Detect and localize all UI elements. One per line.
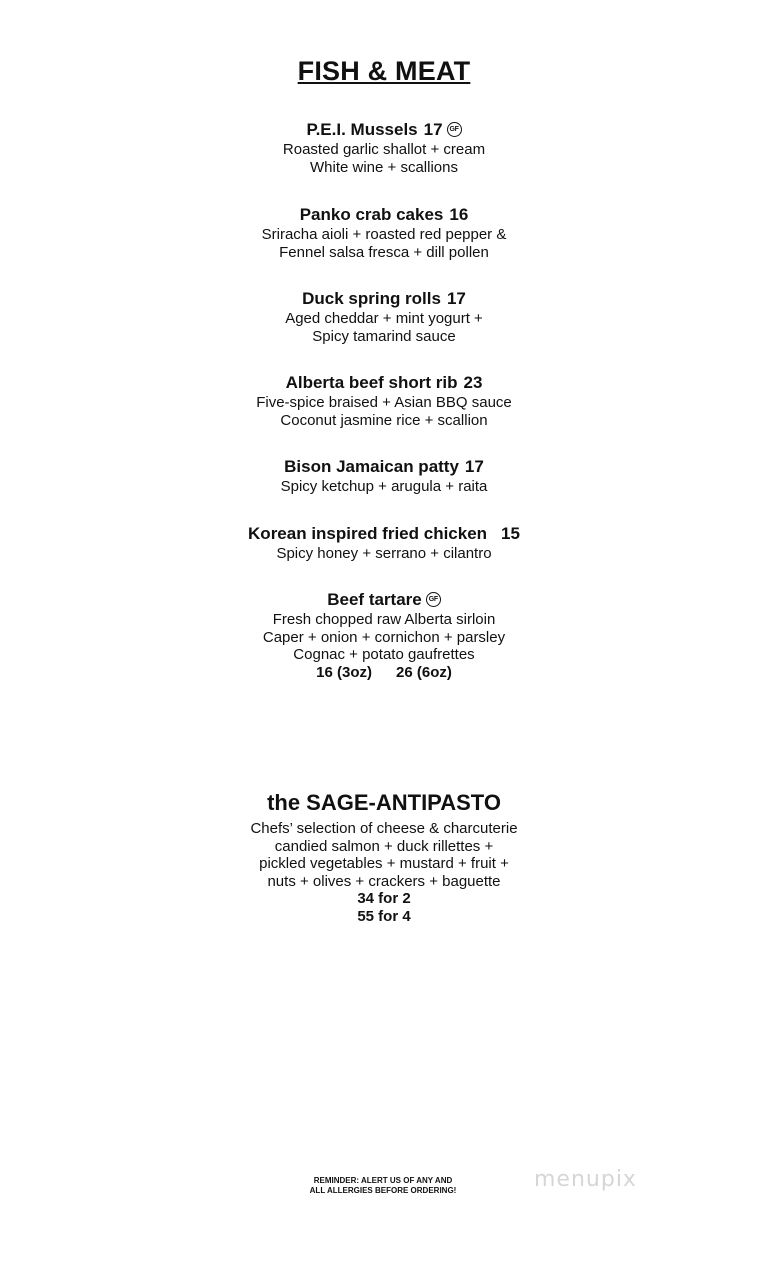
menu-item-crab-cakes	[0, 204, 768, 261]
item-description-line: Spicy tamarind sauce	[312, 327, 456, 345]
menu-item-short-rib	[0, 372, 768, 429]
section-title: FISH & MEAT	[297, 56, 471, 86]
item-description-line: Spicy honey + serrano + cilantro	[276, 545, 492, 562]
antipasto-line: Chefs’ selection of cheese & charcuterie	[250, 820, 518, 837]
menu-item-mussels	[0, 119, 768, 176]
item-description-line: Cognac + potato gaufrettes	[293, 646, 475, 664]
item-price: 16	[449, 205, 469, 224]
antipasto-title: the SAGE-ANTIPASTO	[267, 790, 501, 815]
reminder-line: ALL ALLERGIES BEFORE ORDERING!	[309, 1186, 457, 1195]
antipasto-description	[0, 820, 768, 926]
item-name: Beef tartare	[327, 590, 422, 609]
watermark-logo: menupix	[534, 1167, 637, 1192]
item-price: 23	[463, 373, 483, 392]
menu-item-beef-tartare	[0, 589, 768, 682]
item-description-line: Caper + onion + cornichon + parsley	[262, 628, 506, 646]
item-name: Alberta beef short rib	[285, 373, 458, 392]
size-price-6oz: 26 (6oz)	[396, 663, 452, 681]
antipasto-line: candied salmon + duck rillettes +	[274, 837, 494, 855]
menu-item-duck-spring-rolls	[0, 288, 768, 345]
item-name: Panko crab cakes	[299, 205, 444, 224]
item-description-line: Sriracha aioli + roasted red pepper &	[261, 226, 507, 243]
item-price: 15	[501, 524, 520, 543]
item-price: 17	[423, 120, 443, 139]
allergy-reminder	[290, 1176, 476, 1196]
item-sizes	[0, 664, 768, 682]
antipasto-price-4: 55 for 4	[357, 907, 411, 925]
item-name: Bison Jamaican patty	[284, 457, 459, 476]
item-description-line: Fennel salsa fresca + dill pollen	[279, 243, 489, 261]
item-description-line: Aged cheddar + mint yogurt +	[285, 310, 483, 327]
gluten-free-icon: GF	[426, 592, 441, 607]
item-description-line: Spicy ketchup + arugula + raita	[280, 478, 488, 495]
size-price-3oz: 16 (3oz)	[316, 663, 372, 681]
antipasto-line: nuts + olives + crackers + baguette	[267, 872, 501, 890]
gluten-free-icon: GF	[447, 122, 462, 137]
item-description-line: Five-spice braised + Asian BBQ sauce	[256, 394, 512, 411]
menu-item-fried-chicken	[0, 523, 768, 563]
item-name: P.E.I. Mussels	[306, 120, 418, 139]
item-description-line: White wine + scallions	[310, 158, 458, 176]
antipasto-price-2: 34 for 2	[357, 890, 411, 908]
item-description-line: Fresh chopped raw Alberta sirloin	[272, 611, 496, 628]
item-price: 17	[446, 289, 466, 308]
item-name: Korean inspired fried chicken	[248, 524, 488, 543]
item-price: 17	[464, 457, 484, 476]
item-name: Duck spring rolls	[302, 289, 441, 308]
reminder-line: REMINDER: ALERT US OF ANY AND	[313, 1176, 453, 1185]
menu-item-bison-patty	[0, 456, 768, 496]
item-description-line: Coconut jasmine rice + scallion	[280, 411, 488, 429]
item-description-line: Roasted garlic shallot + cream	[282, 141, 486, 158]
antipasto-line: pickled vegetables + mustard + fruit +	[259, 855, 509, 873]
